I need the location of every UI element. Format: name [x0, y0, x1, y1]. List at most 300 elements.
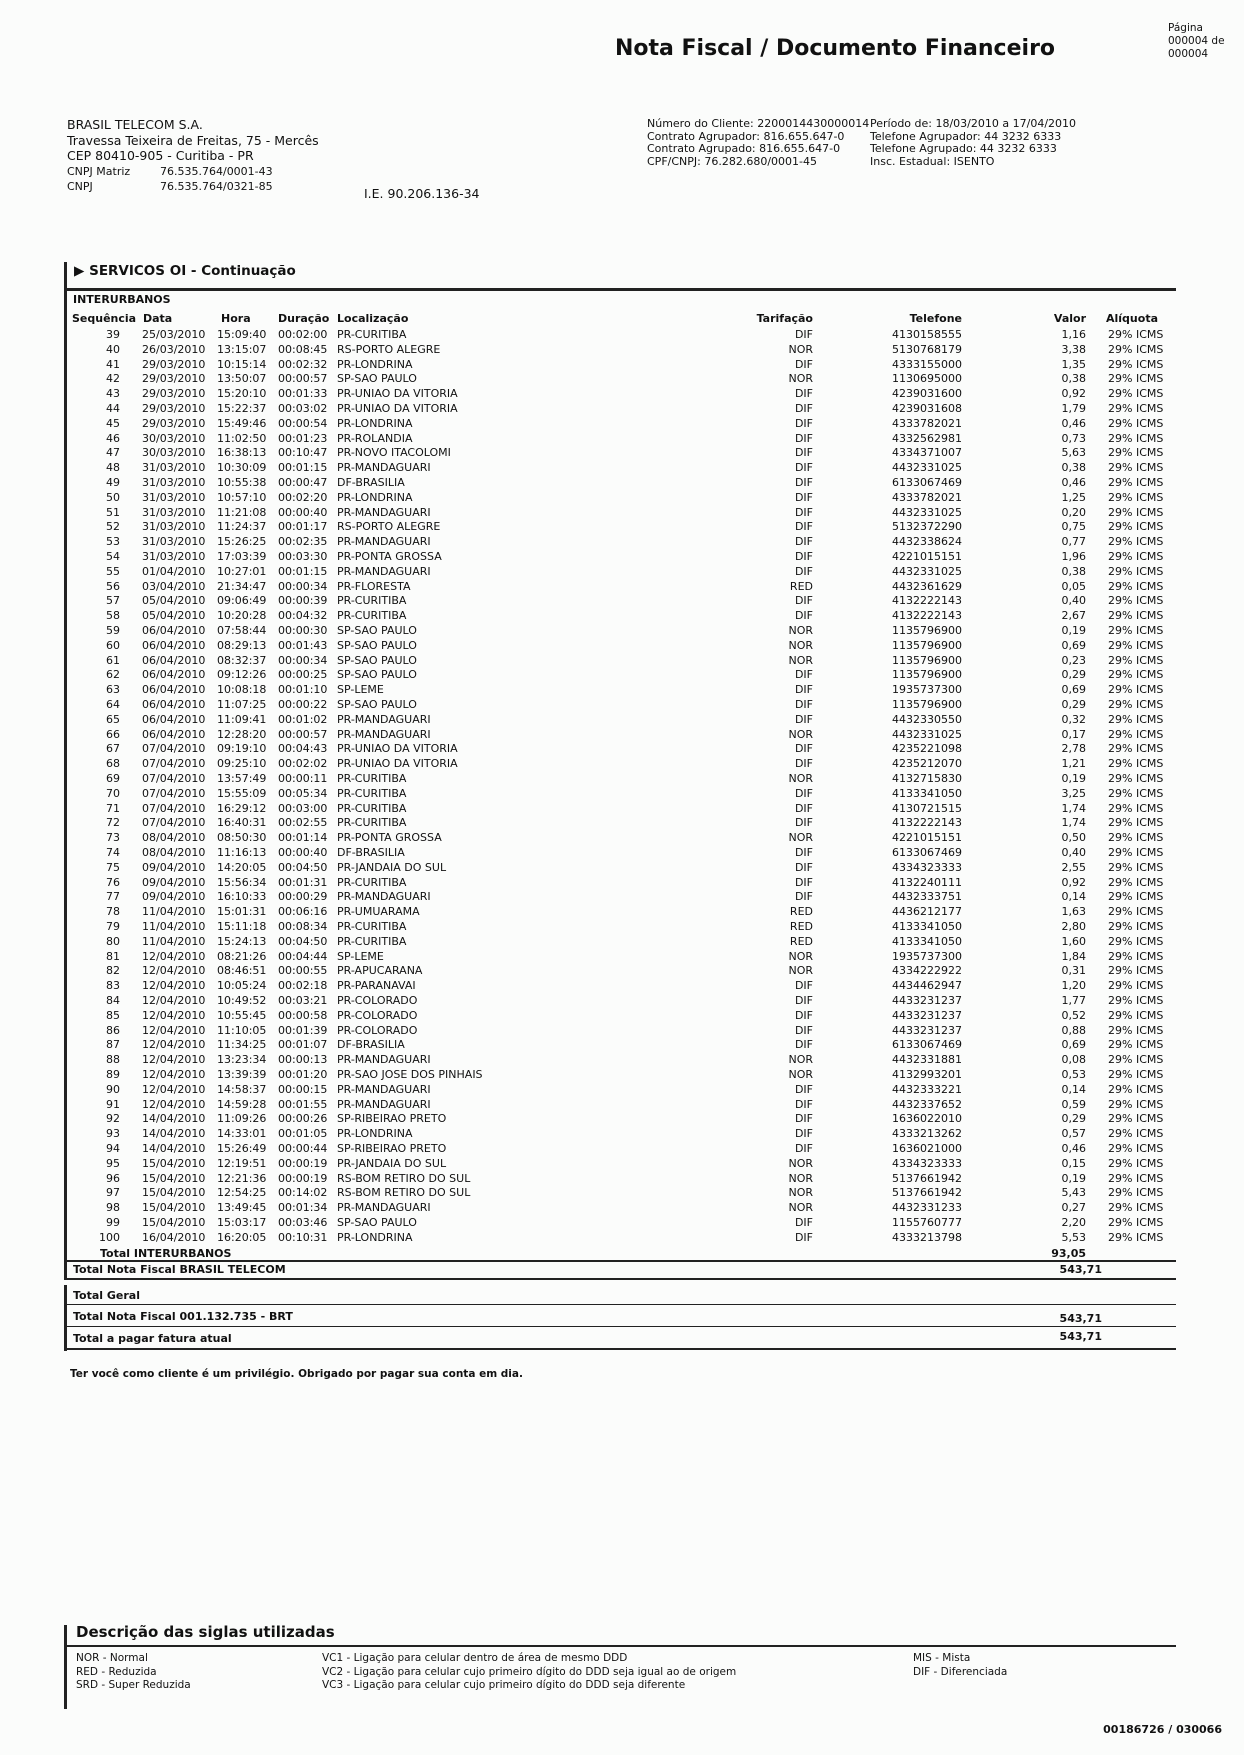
cell-aliquota: 29% ICMS [1108, 772, 1164, 785]
cell-hora: 21:34:47 [217, 579, 267, 593]
cell-valor: 2,80 [1061, 920, 1086, 933]
cell-valor: 0,19 [1061, 1171, 1086, 1185]
legend-item: VC3 - Ligação para celular cujo primeiro dígito do DDD seja diferente [322, 1679, 686, 1691]
cell-duracao: 00:00:25 [278, 668, 328, 682]
cell-aliquota: 29% ICMS [1108, 786, 1164, 800]
cell-duracao: 00:04:50 [278, 860, 328, 874]
page-total: 000004 [1168, 48, 1209, 60]
legend-item: MIS - Mista [913, 1652, 971, 1664]
cell-hora: 10:05:24 [217, 979, 267, 993]
cell-duracao: 00:08:45 [278, 342, 328, 356]
cell-data: 06/04/2010 [142, 638, 206, 652]
cell-telefone: 6133067469 [892, 476, 962, 489]
cell-data: 12/04/2010 [142, 1023, 206, 1037]
cell-data: 15/04/2010 [142, 1186, 206, 1200]
cell-tarifacao: DIF [794, 505, 813, 519]
cell-localizacao: PR-UNIAO DA VITORIA [337, 387, 458, 401]
cell-tarifacao: DIF [794, 328, 813, 341]
cell-hora: 11:10:05 [217, 1023, 267, 1037]
cell-tarifacao: DIF [794, 431, 813, 445]
cell-data: 12/04/2010 [142, 1097, 206, 1111]
col-valor: Valor [1053, 312, 1086, 325]
cell-sequencia: 76 [106, 875, 120, 889]
cell-valor: 2,78 [1061, 742, 1086, 756]
cell-hora: 07:58:44 [217, 624, 267, 637]
cell-tarifacao: DIF [794, 816, 813, 830]
cell-hora: 13:49:45 [217, 1201, 267, 1215]
cell-valor: 1,21 [1061, 757, 1086, 771]
cell-telefone: 4436212177 [892, 905, 962, 919]
cell-localizacao: PR-UNIAO DA VITORIA [337, 402, 458, 415]
cell-sequencia: 71 [106, 801, 120, 815]
cell-duracao: 00:03:46 [278, 1216, 328, 1229]
cell-sequencia: 85 [106, 1008, 120, 1022]
total-a-pagar-label: Total a pagar fatura atual [73, 1332, 232, 1345]
cell-sequencia: 93 [106, 1127, 120, 1141]
cell-duracao: 00:01:15 [278, 564, 328, 578]
cell-tarifacao: NOR [788, 372, 813, 386]
cell-tarifacao: DIF [794, 1230, 813, 1244]
cell-hora: 13:50:07 [217, 372, 267, 386]
total-interurbanos-label: Total INTERURBANOS [100, 1247, 232, 1260]
cell-duracao: 00:00:29 [278, 890, 328, 904]
cell-localizacao: PR-MANDAGUARI [337, 461, 431, 475]
cell-sequencia: 53 [106, 535, 120, 549]
cell-data: 12/04/2010 [142, 994, 206, 1007]
cell-telefone: 4434462947 [892, 979, 962, 993]
cell-hora: 11:09:41 [217, 712, 267, 726]
cell-aliquota: 29% ICMS [1108, 1068, 1164, 1081]
cell-tarifacao: DIF [794, 550, 813, 563]
cell-telefone: 4432330550 [892, 712, 962, 726]
cell-aliquota: 29% ICMS [1108, 994, 1164, 1007]
legend-item: NOR - Normal [76, 1652, 148, 1664]
cell-localizacao: SP-SAO PAULO [337, 624, 417, 637]
cell-aliquota: 29% ICMS [1108, 846, 1164, 859]
cell-telefone: 4235221098 [892, 742, 962, 756]
cell-data: 31/03/2010 [142, 550, 206, 563]
cell-sequencia: 52 [106, 520, 120, 534]
cell-valor: 0,40 [1061, 594, 1086, 608]
cell-aliquota: 29% ICMS [1108, 416, 1164, 430]
cell-localizacao: PR-CURITIBA [337, 772, 407, 785]
cell-valor: 0,38 [1061, 461, 1086, 475]
cell-duracao: 00:01:17 [278, 520, 328, 534]
cell-duracao: 00:01:20 [278, 1068, 328, 1081]
section-divider [64, 288, 1176, 291]
cell-data: 07/04/2010 [142, 742, 206, 756]
cell-data: 06/04/2010 [142, 698, 206, 711]
cell-tarifacao: DIF [794, 1142, 813, 1155]
cell-sequencia: 39 [106, 328, 120, 341]
cell-duracao: 00:02:02 [278, 757, 328, 771]
cell-duracao: 00:01:23 [278, 431, 328, 445]
legend-item: VC2 - Ligação para celular cujo primeiro dígito do DDD seja igual ao de origem [322, 1665, 737, 1678]
cell-duracao: 00:02:20 [278, 490, 328, 504]
cell-aliquota: 29% ICMS [1108, 949, 1164, 963]
cell-sequencia: 61 [106, 653, 120, 667]
cell-duracao: 00:05:34 [278, 786, 328, 800]
cell-valor: 2,55 [1061, 860, 1086, 874]
cell-tarifacao: DIF [794, 1023, 813, 1037]
cell-hora: 10:20:28 [217, 609, 267, 623]
cell-tarifacao: DIF [794, 520, 813, 534]
cell-sequencia: 66 [106, 727, 120, 741]
cell-aliquota: 29% ICMS [1108, 431, 1164, 445]
cell-sequencia: 80 [106, 934, 120, 948]
cell-telefone: 4334371007 [892, 446, 962, 460]
document-code: 00186726 / 030066 [1103, 1723, 1222, 1736]
cell-data: 12/04/2010 [142, 1038, 206, 1052]
cell-duracao: 00:00:13 [278, 1053, 328, 1067]
cell-aliquota: 29% ICMS [1108, 860, 1164, 874]
cell-aliquota: 29% ICMS [1108, 1127, 1164, 1141]
cell-localizacao: RS-PORTO ALEGRE [337, 520, 441, 534]
cell-hora: 14:20:05 [217, 860, 267, 874]
cell-hora: 15:49:46 [217, 416, 267, 430]
cell-valor: 0,50 [1061, 831, 1086, 845]
cell-tarifacao: DIF [794, 890, 813, 904]
cell-tarifacao: DIF [794, 1216, 813, 1229]
cell-aliquota: 29% ICMS [1108, 1082, 1164, 1096]
cell-tarifacao: DIF [794, 979, 813, 993]
cell-aliquota: 29% ICMS [1108, 461, 1164, 475]
cell-sequencia: 40 [106, 342, 120, 356]
cell-tarifacao: DIF [794, 402, 813, 415]
cell-aliquota: 29% ICMS [1108, 1112, 1164, 1126]
cell-sequencia: 41 [106, 357, 120, 371]
cell-tarifacao: NOR [788, 1201, 813, 1215]
cell-tarifacao: NOR [788, 1186, 813, 1200]
cell-data: 11/04/2010 [142, 934, 206, 948]
legend-item: DIF - Diferenciada [913, 1665, 1008, 1678]
cell-duracao: 00:02:00 [278, 328, 328, 341]
cell-tarifacao: DIF [794, 801, 813, 815]
divider [64, 1326, 1176, 1327]
cell-aliquota: 29% ICMS [1108, 1171, 1164, 1185]
cell-localizacao: DF-BRASILIA [337, 846, 405, 859]
cell-sequencia: 72 [106, 816, 120, 830]
cell-sequencia: 43 [106, 387, 120, 401]
cell-data: 06/04/2010 [142, 712, 206, 726]
cell-valor: 0,29 [1061, 668, 1086, 682]
cell-aliquota: 29% ICMS [1108, 342, 1164, 356]
cell-duracao: 00:00:44 [278, 1142, 328, 1155]
cell-telefone: 1935737300 [892, 683, 962, 697]
col-hora: Hora [221, 312, 251, 325]
cell-data: 29/03/2010 [142, 387, 206, 401]
cell-tarifacao: NOR [788, 638, 813, 652]
cell-data: 08/04/2010 [142, 831, 206, 845]
cell-data: 01/04/2010 [142, 564, 206, 578]
cell-localizacao: PR-COLORADO [337, 1008, 418, 1022]
cell-tarifacao: DIF [794, 594, 813, 608]
cell-tarifacao: DIF [794, 357, 813, 371]
cell-duracao: 00:00:55 [278, 964, 328, 978]
cell-localizacao: RS-BOM RETIRO DO SUL [337, 1171, 471, 1185]
cell-aliquota: 29% ICMS [1108, 1201, 1164, 1215]
cell-localizacao: PR-MANDAGUARI [337, 712, 431, 726]
cell-hora: 16:10:33 [217, 890, 267, 904]
cell-duracao: 00:10:47 [278, 446, 328, 460]
cell-duracao: 00:08:34 [278, 920, 328, 933]
cell-aliquota: 29% ICMS [1108, 1142, 1164, 1155]
cell-duracao: 00:01:10 [278, 683, 328, 697]
cell-valor: 0,69 [1061, 638, 1086, 652]
cell-sequencia: 89 [106, 1068, 120, 1081]
cell-sequencia: 63 [106, 683, 120, 697]
cell-duracao: 00:00:22 [278, 698, 328, 711]
cell-hora: 16:40:31 [217, 816, 267, 830]
cell-data: 06/04/2010 [142, 683, 206, 697]
cell-localizacao: SP-LEME [337, 683, 384, 697]
cell-hora: 11:07:25 [217, 698, 267, 711]
cell-hora: 08:32:37 [217, 653, 267, 667]
cell-hora: 11:34:25 [217, 1038, 267, 1052]
cell-telefone: 4133341050 [892, 934, 962, 948]
cell-duracao: 00:01:43 [278, 638, 328, 652]
cell-data: 15/04/2010 [142, 1156, 206, 1170]
legend-item: RED - Reduzida [76, 1665, 157, 1678]
cell-hora: 13:39:39 [217, 1068, 267, 1081]
total-interurbanos-value: 93,05 [1051, 1247, 1086, 1260]
cell-localizacao: PR-CURITIBA [337, 934, 407, 948]
cell-data: 12/04/2010 [142, 964, 206, 978]
cell-valor: 0,38 [1061, 564, 1086, 578]
cell-data: 07/04/2010 [142, 772, 206, 785]
cell-hora: 11:16:13 [217, 846, 267, 859]
cell-data: 07/04/2010 [142, 801, 206, 815]
cell-hora: 15:26:49 [217, 1142, 267, 1155]
cell-duracao: 00:00:34 [278, 653, 328, 667]
cell-telefone: 4334323333 [892, 1156, 962, 1170]
cell-localizacao: PR-LONDRINA [337, 1230, 413, 1244]
legend-divider [64, 1645, 1176, 1647]
cell-valor: 0,05 [1061, 579, 1086, 593]
cell-telefone: 4432338624 [892, 535, 962, 549]
cell-valor: 1,77 [1061, 994, 1086, 1007]
cell-aliquota: 29% ICMS [1108, 890, 1164, 904]
page-label: Página [1168, 22, 1203, 34]
cell-sequencia: 87 [106, 1038, 120, 1052]
billing-info [870, 118, 1076, 168]
cell-valor: 1,74 [1061, 816, 1086, 830]
cell-localizacao: PR-JANDAIA DO SUL [337, 1156, 447, 1170]
cell-valor: 0,52 [1061, 1008, 1086, 1022]
cell-duracao: 00:01:55 [278, 1097, 328, 1111]
cell-data: 07/04/2010 [142, 786, 206, 800]
cell-aliquota: 29% ICMS [1108, 698, 1164, 711]
cell-aliquota: 29% ICMS [1108, 1038, 1164, 1052]
cell-sequencia: 64 [106, 698, 120, 711]
cell-tarifacao: RED [789, 920, 813, 933]
cell-sequencia: 68 [106, 757, 120, 771]
total-geral-border [64, 1285, 67, 1351]
cell-localizacao: PR-MANDAGUARI [337, 1053, 431, 1067]
cell-duracao: 00:04:32 [278, 609, 328, 623]
cell-hora: 11:21:08 [217, 505, 267, 519]
cell-duracao: 00:03:30 [278, 550, 328, 563]
cell-localizacao: SP-RIBEIRAO PRETO [337, 1142, 447, 1155]
cell-duracao: 00:00:54 [278, 416, 328, 430]
cell-hora: 15:24:13 [217, 934, 267, 948]
cell-data: 09/04/2010 [142, 875, 206, 889]
cell-tarifacao: DIF [794, 1112, 813, 1126]
col-data: Data [143, 312, 173, 325]
cell-data: 29/03/2010 [142, 402, 206, 415]
contrato-agrupado: Contrato Agrupado: 816.655.647-0 [647, 142, 841, 155]
cell-localizacao: DF-BRASILIA [337, 1038, 405, 1052]
cell-aliquota: 29% ICMS [1108, 1023, 1164, 1037]
cell-valor: 0,20 [1061, 505, 1086, 519]
cell-valor: 0,27 [1061, 1201, 1086, 1215]
divider [64, 1304, 1176, 1305]
cell-tarifacao: NOR [788, 1053, 813, 1067]
cell-sequencia: 65 [106, 712, 120, 726]
cell-valor: 5,63 [1061, 446, 1086, 460]
cell-tarifacao: DIF [794, 564, 813, 578]
cell-sequencia: 94 [106, 1142, 120, 1155]
cell-localizacao: RS-PORTO ALEGRE [337, 342, 441, 356]
cell-duracao: 00:00:39 [278, 594, 328, 608]
cell-aliquota: 29% ICMS [1108, 579, 1164, 593]
cell-localizacao: PR-CURITIBA [337, 801, 407, 815]
cell-telefone: 4333782021 [892, 416, 962, 430]
cell-localizacao: PR-MANDAGUARI [337, 727, 431, 741]
cell-telefone: 4432331025 [892, 461, 962, 475]
cell-aliquota: 29% ICMS [1108, 683, 1164, 697]
cell-telefone: 4432331025 [892, 727, 962, 741]
cell-telefone: 4132993201 [892, 1068, 962, 1081]
cell-data: 14/04/2010 [142, 1112, 206, 1126]
page-number [1168, 22, 1225, 61]
cell-localizacao: PR-SAO JOSE DOS PINHAIS [337, 1068, 483, 1081]
cell-localizacao: PR-CURITIBA [337, 816, 407, 830]
cell-telefone: 4132222143 [892, 594, 962, 608]
cell-hora: 11:02:50 [217, 431, 267, 445]
cell-localizacao: PR-COLORADO [337, 1023, 418, 1037]
cell-sequencia: 50 [106, 490, 120, 504]
cell-sequencia: 91 [106, 1097, 120, 1111]
cell-localizacao: PR-LONDRINA [337, 490, 413, 504]
cell-duracao: 00:14:02 [278, 1186, 328, 1200]
cell-localizacao: SP-LEME [337, 949, 384, 963]
cell-localizacao: PR-LONDRINA [337, 357, 413, 371]
cell-hora: 08:46:51 [217, 964, 267, 978]
cell-aliquota: 29% ICMS [1108, 757, 1164, 771]
cell-localizacao: PR-APUCARANA [337, 964, 423, 978]
section-title [74, 263, 296, 279]
cell-duracao: 00:04:50 [278, 934, 328, 948]
cell-hora: 10:55:38 [217, 476, 267, 489]
cell-tarifacao: RED [789, 905, 813, 919]
cell-valor: 2,67 [1061, 609, 1086, 623]
cell-telefone: 1135796900 [892, 698, 962, 711]
section-border [64, 262, 67, 1278]
cell-valor: 1,84 [1061, 949, 1086, 963]
cell-data: 12/04/2010 [142, 1082, 206, 1096]
cell-tarifacao: DIF [794, 1097, 813, 1111]
cell-localizacao: SP-SAO PAULO [337, 668, 417, 682]
cell-hora: 10:57:10 [217, 490, 267, 504]
cell-localizacao: PR-LONDRINA [337, 416, 413, 430]
cell-localizacao: PR-UMUARAMA [337, 905, 420, 919]
cell-hora: 16:38:13 [217, 446, 267, 460]
cell-hora: 12:21:36 [217, 1171, 267, 1185]
cell-duracao: 00:02:18 [278, 979, 328, 993]
client-info [647, 118, 869, 168]
cell-hora: 10:49:52 [217, 994, 267, 1007]
cell-hora: 12:28:20 [217, 727, 267, 741]
cell-duracao: 00:06:16 [278, 905, 328, 919]
cell-localizacao: PR-CURITIBA [337, 328, 407, 341]
cell-data: 06/04/2010 [142, 624, 206, 637]
cell-localizacao: RS-BOM RETIRO DO SUL [337, 1186, 471, 1200]
cell-duracao: 00:03:00 [278, 801, 328, 815]
cell-data: 15/04/2010 [142, 1171, 206, 1185]
cell-hora: 14:59:28 [217, 1097, 267, 1111]
cell-data: 29/03/2010 [142, 372, 206, 386]
cell-tarifacao: RED [789, 579, 813, 593]
cell-sequencia: 51 [106, 505, 120, 519]
cell-hora: 15:09:40 [217, 328, 267, 341]
cell-hora: 09:19:10 [217, 742, 267, 756]
cell-aliquota: 29% ICMS [1108, 1008, 1164, 1022]
company-cep: CEP 80410-905 - Curitiba - PR [67, 148, 254, 163]
cell-data: 09/04/2010 [142, 890, 206, 904]
cell-sequencia: 90 [106, 1082, 120, 1096]
cell-tarifacao: DIF [794, 786, 813, 800]
cell-telefone: 4334323333 [892, 860, 962, 874]
cell-localizacao: PR-MANDAGUARI [337, 1097, 431, 1111]
cell-localizacao: PR-CURITIBA [337, 594, 407, 608]
cell-telefone: 4132240111 [892, 875, 962, 889]
cell-sequencia: 92 [106, 1112, 120, 1126]
cell-hora: 14:58:37 [217, 1082, 267, 1096]
cell-hora: 16:29:12 [217, 801, 267, 815]
cell-data: 05/04/2010 [142, 594, 206, 608]
cell-tarifacao: NOR [788, 949, 813, 963]
cell-hora: 10:27:01 [217, 564, 267, 578]
cell-aliquota: 29% ICMS [1108, 505, 1164, 519]
cell-valor: 0,08 [1061, 1053, 1086, 1067]
col-sequencia: Sequência [72, 312, 137, 325]
cell-valor: 0,92 [1061, 875, 1086, 889]
cell-telefone: 4432333221 [892, 1082, 962, 1096]
cell-tarifacao: DIF [794, 461, 813, 475]
cell-aliquota: 29% ICMS [1108, 564, 1164, 578]
cell-hora: 10:30:09 [217, 461, 267, 475]
cell-data: 31/03/2010 [142, 476, 206, 489]
cell-telefone: 4221015151 [892, 550, 962, 563]
cell-telefone: 4130721515 [892, 801, 962, 815]
cell-aliquota: 29% ICMS [1108, 712, 1164, 726]
cell-hora: 16:20:05 [217, 1230, 267, 1244]
section-title-text: SERVICOS OI - Continuação [89, 263, 296, 279]
cell-telefone: 4334222922 [892, 964, 962, 978]
cell-duracao: 00:02:55 [278, 816, 328, 830]
cell-telefone: 4432331233 [892, 1201, 962, 1215]
cell-hora: 15:22:37 [217, 402, 267, 415]
cpf-cnpj: CPF/CNPJ: 76.282.680/0001-45 [647, 154, 817, 168]
cell-aliquota: 29% ICMS [1108, 964, 1164, 978]
cell-data: 07/04/2010 [142, 757, 206, 771]
cell-data: 11/04/2010 [142, 905, 206, 919]
cell-telefone: 1935737300 [892, 949, 962, 963]
cnpj-matriz-label: CNPJ Matriz [67, 164, 131, 178]
cell-valor: 2,20 [1061, 1216, 1086, 1229]
cell-tarifacao: NOR [788, 1068, 813, 1081]
